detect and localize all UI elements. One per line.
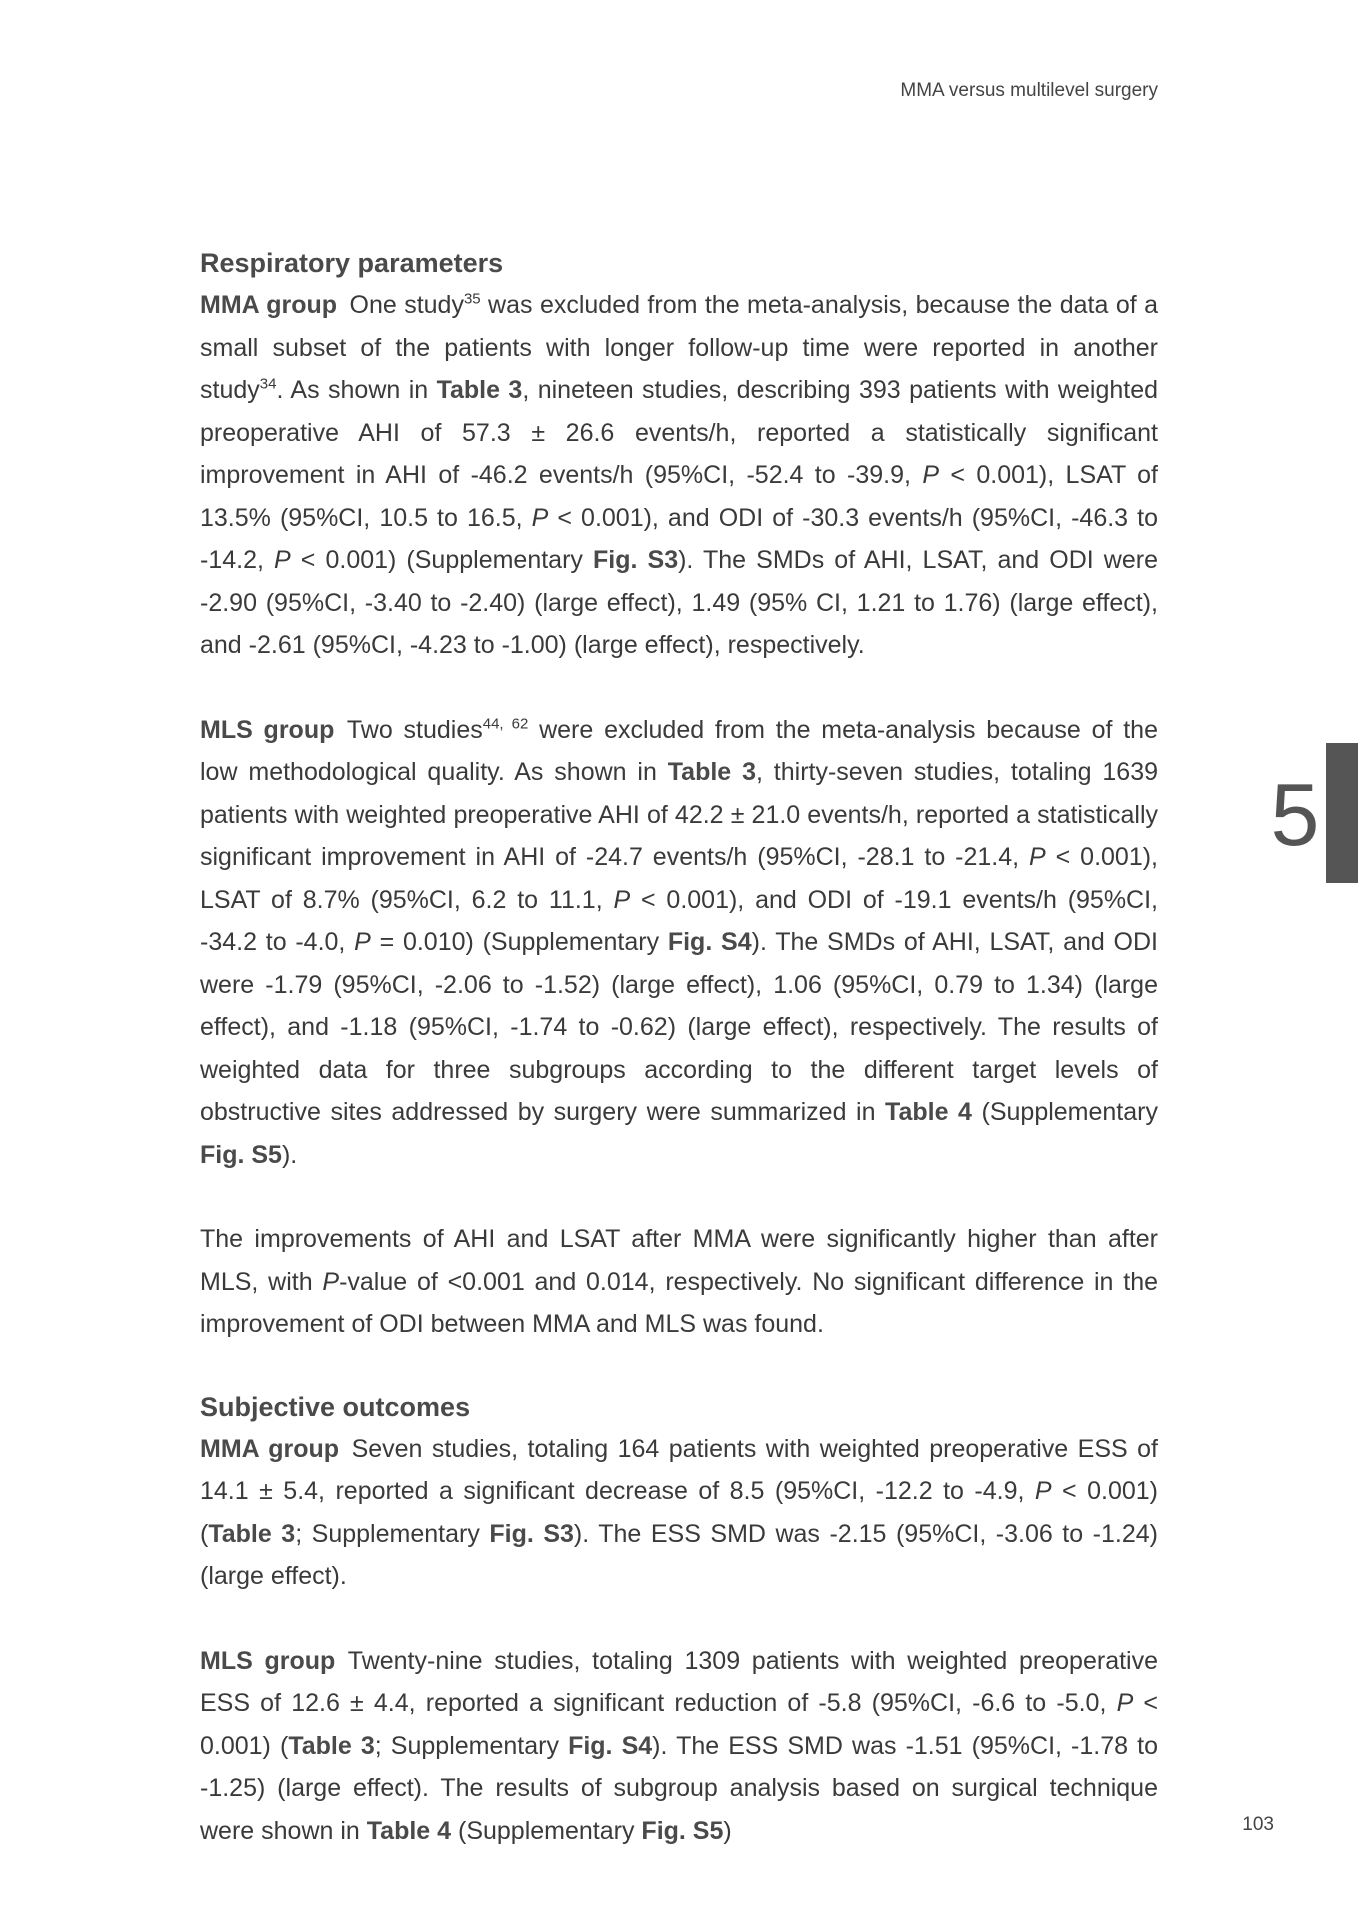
- text-run: < 0.001) (: [200, 1689, 1159, 1760]
- text-run: < 0.001), LSAT of 13.5% (95%CI, 10.5 to 16.5,: [200, 461, 1158, 532]
- italic-symbol: P: [322, 1267, 340, 1296]
- paragraph-lead: MLS group: [200, 1646, 336, 1675]
- paragraph: [200, 709, 1158, 1177]
- text-run: ; Supplementary: [295, 1519, 490, 1548]
- italic-symbol: P: [354, 928, 371, 956]
- italic-symbol: P: [1116, 1689, 1134, 1717]
- figure-table-ref: Fig. S4: [667, 928, 752, 956]
- figure-table-ref: Fig. S3: [593, 546, 679, 574]
- section-heading: Subjective outcomes: [200, 1391, 471, 1422]
- figure-table-ref: Fig. S3: [489, 1519, 574, 1548]
- text-run: < 0.001), and ODI of -30.3 events/h (95%CI, -46.3 to -14.2,: [200, 503, 1158, 574]
- text-run: One study: [349, 291, 464, 319]
- italic-symbol: P: [1029, 843, 1046, 871]
- figure-table-ref: Table 3: [288, 1731, 375, 1760]
- text-run: (Supplementary: [451, 1816, 642, 1845]
- text-run: ). The SMDs of AHI, LSAT, and ODI were -2.90 (95%CI, -3.40 to -2.40) (large effect), 1.49 (95% CI, 1.21 to 1.76) (large effect), and -2.61 (95%CI, -4.23 to -1.00) (large effect), respectively.: [200, 546, 1158, 659]
- text-run: < 0.001), LSAT of 8.7% (95%CI, 6.2 to 11.1,: [200, 843, 1159, 914]
- citation-ref: 44, 62: [482, 715, 529, 733]
- text-run: The improvements of AHI and LSAT after MMA were significantly higher than after MLS, with: [200, 1225, 1158, 1296]
- figure-table-ref: Table 4: [366, 1816, 452, 1845]
- text-run: ): [723, 1816, 732, 1845]
- figure-table-ref: Fig. S5: [641, 1816, 724, 1845]
- figure-table-ref: Table 3: [436, 376, 523, 404]
- text-run: ).: [281, 1140, 298, 1169]
- text-run: . As shown in: [276, 376, 437, 404]
- text-run: Seven studies, totaling 164 patients with weighted preoperative ESS of 14.1 ± 5.4, reported a significant decrease of 8.5 (95%CI, -12.2 to -4.9,: [200, 1434, 1159, 1505]
- text-run: ; Supplementary: [374, 1731, 569, 1760]
- figure-table-ref: Fig. S4: [568, 1731, 653, 1760]
- text-run: (Supplementary: [971, 1098, 1158, 1126]
- text-run: ). The ESS SMD was -2.15 (95%CI, -3.06 to -1.24) (large effect).: [200, 1519, 1158, 1590]
- italic-symbol: P: [1034, 1477, 1052, 1505]
- paragraph: [200, 1640, 1158, 1853]
- section: [200, 242, 1158, 1346]
- paragraph: [200, 284, 1158, 667]
- page-number: 103: [1242, 1814, 1274, 1835]
- text-run: -value of <0.001 and 0.014, respectively. No significant difference in the improvement of ODI between MMA and MLS was found.: [200, 1267, 1159, 1338]
- paragraph-lead: MMA group: [200, 1434, 340, 1463]
- chapter-number: 5: [1270, 765, 1320, 864]
- text-run: < 0.001) (: [200, 1477, 1158, 1548]
- chapter-tab: [1326, 743, 1358, 883]
- text-run: Twenty-nine studies, totaling 1309 patients with weighted preoperative ESS of 12.6 ± 4.4, reported a significant reduction of -5.8 (95%CI, -6.6 to -5.0,: [200, 1646, 1158, 1717]
- citation-ref: 34: [259, 375, 277, 393]
- figure-table-ref: Fig. S5: [200, 1140, 282, 1169]
- text-run: was excluded from the meta-analysis, because the data of a small subset of the patients with longer follow-up time were reported in another study: [200, 291, 1158, 404]
- figure-table-ref: Table 3: [208, 1519, 296, 1548]
- article-body: [200, 242, 1158, 1852]
- text-run: were excluded from the meta-analysis because of the low methodological quality. As shown in: [200, 715, 1158, 786]
- italic-symbol: P: [274, 546, 291, 574]
- section: [200, 1386, 1158, 1853]
- text-run: < 0.001) (Supplementary: [290, 546, 593, 574]
- text-run: = 0.010) (Supplementary: [370, 928, 668, 956]
- running-header: MMA versus multilevel surgery: [900, 80, 1158, 101]
- text-run: , nineteen studies, describing 393 patients with weighted preoperative AHI of 57.3 ± 26.6 events/h, reported a statistically significant improvement in AHI of -46.2 events/h (95%CI, -52.4 to -39.9,: [200, 376, 1159, 489]
- figure-table-ref: Table 3: [667, 758, 756, 786]
- paragraph: [200, 1428, 1158, 1598]
- text-run: Two studies: [346, 715, 483, 744]
- figure-table-ref: Table 4: [885, 1098, 972, 1126]
- paragraph-lead: MLS group: [200, 715, 335, 744]
- italic-symbol: P: [613, 885, 631, 914]
- section-heading: Respiratory parameters: [200, 248, 504, 278]
- italic-symbol: P: [922, 461, 940, 489]
- paragraph: [200, 1218, 1158, 1346]
- italic-symbol: P: [531, 503, 549, 532]
- citation-ref: 35: [463, 290, 481, 308]
- paragraph-lead: MMA group: [200, 291, 338, 319]
- text-run: < 0.001), and ODI of -19.1 events/h (95%CI, -34.2 to -4.0,: [200, 885, 1158, 956]
- text-run: ). The ESS SMD was -1.51 (95%CI, -1.78 to -1.25) (large effect). The results of subgroup analysis based on surgical technique were shown in: [200, 1731, 1158, 1845]
- text-run: ). The SMDs of AHI, LSAT, and ODI were -1.79 (95%CI, -2.06 to -1.52) (large effect), 1.06 (95%CI, 0.79 to 1.34) (large effect), and -1.18 (95%CI, -1.74 to -0.62) (large effect), respectively. The results of weighted data for three subgroups according to the different target levels of obstructive sites addressed by surgery were summarized in: [200, 928, 1158, 1126]
- text-run: , thirty-seven studies, totaling 1639 patients with weighted preoperative AHI of 42.2 ± 21.0 events/h, reported a statistically significant improvement in AHI of -24.7 events/h (95%CI, -28.1 to -21.4,: [200, 758, 1158, 871]
